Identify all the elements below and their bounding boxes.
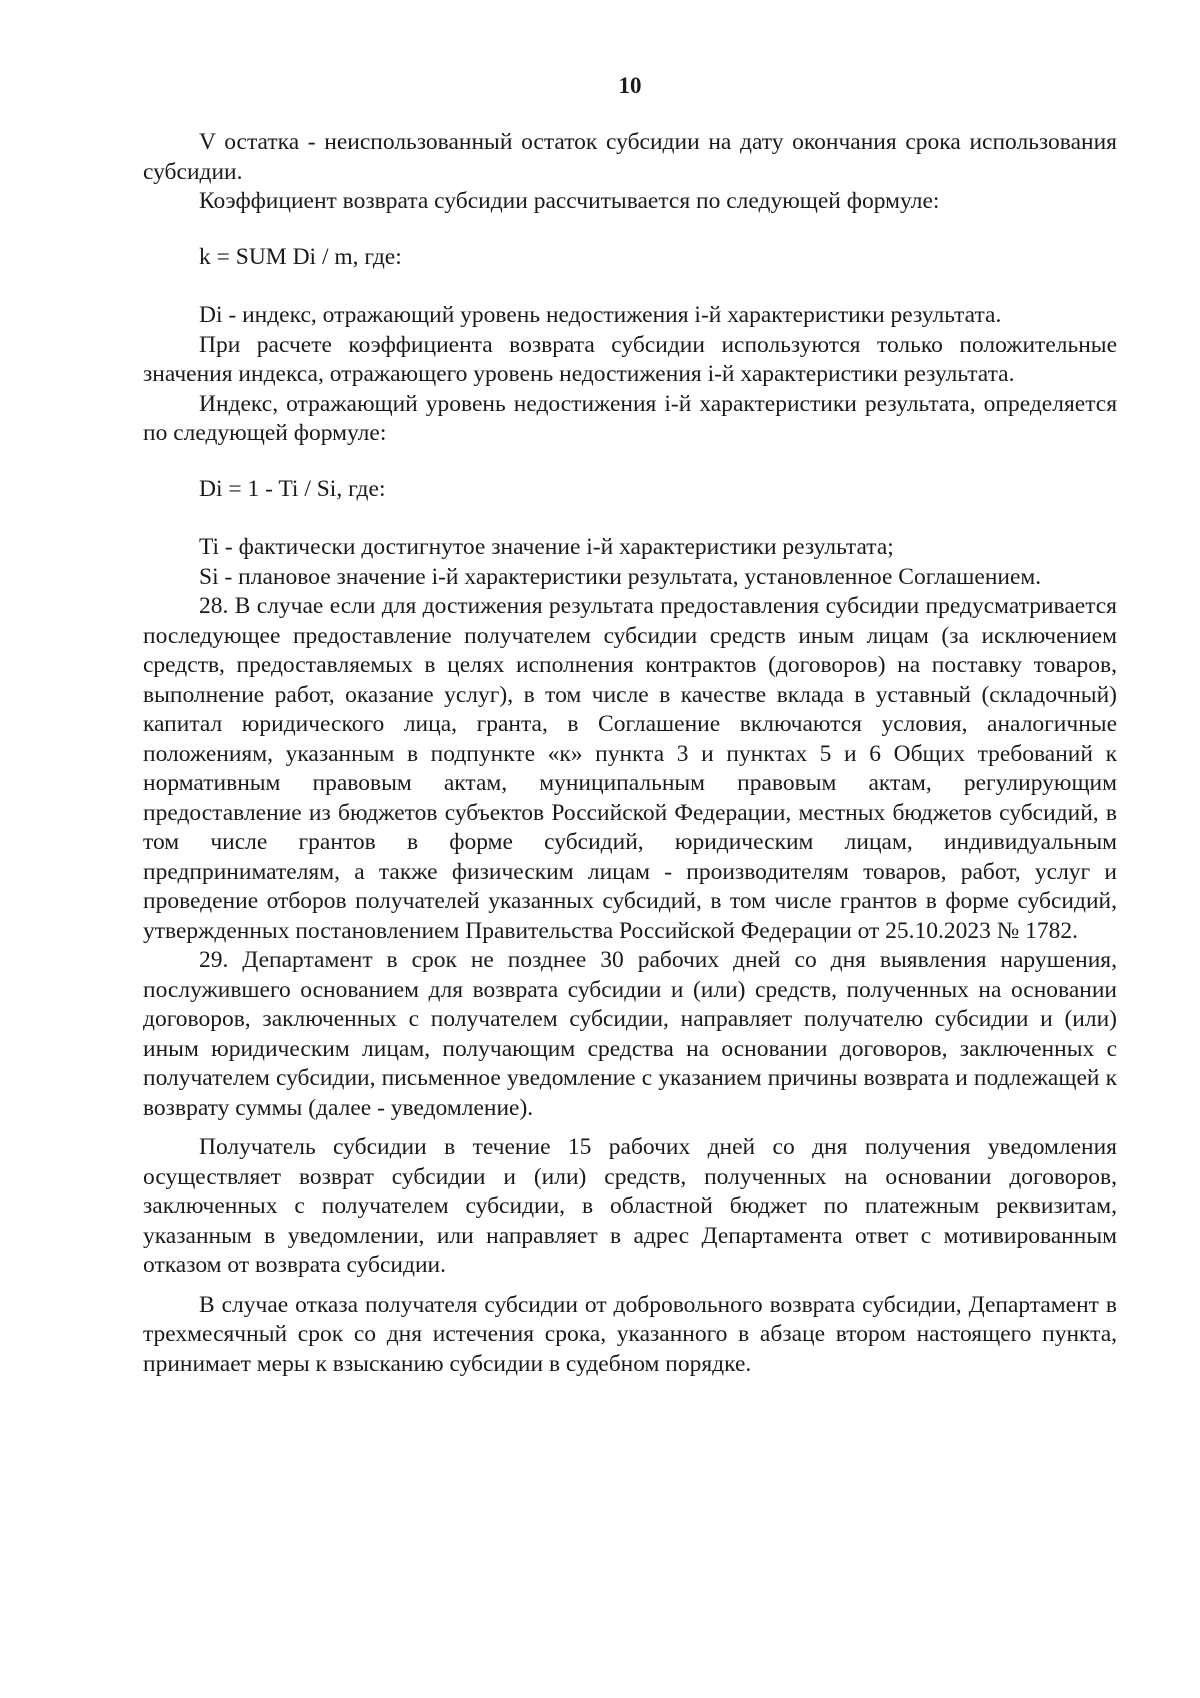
paragraph-positive-values-note: При расчете коэффициента возврата субсидии используются только положительные значения индекса, отражающего уровень недостижения i-й характеристики результата. [143, 331, 1117, 387]
paragraph-si-definition: Si - плановое значение i-й характеристики результата, установленное Соглашением. [199, 563, 1042, 590]
paragraph-di-definition: Di - индекс, отражающий уровень недостижения i-й характеристики результата. [199, 302, 1002, 328]
paragraph-clause-28: 28. В случае если для достижения результата предоставления субсидии предусматривается последующее предоставление получателем субсидии средств иным лицам (за исключением средств, предоставляемых в целях исполнения контрактов (договоров) на поставку товаров, выполнение работ, оказание услуг), в том числе в качестве вклада в уставный (складочный) капитал юридического лица, гранта, в Соглашение включаются условия, аналогичные положениям, указанным в подпункте «к» пункта 3 и пунктах 5 и 6 Общих требований к нормативным правовым актам, муниципальным правовым актам, регулирующим предоставление из бюджетов субъектов Российской Федерации, местных бюджетов субсидий, в том числе грантов в форме субсидий, юридическим лицам, индивидуальным предпринимателям, а также физическим лицам - производителям товаров, работ, услуг и проведение отборов получателей указанных субсидий, в том числе грантов в форме субсидий, утвержденных постановлением Правительства Российской Федерации от 25.10.2023 № 1782. [143, 593, 1117, 944]
paragraph-recipient-return: Получатель субсидии в течение 15 рабочих дней со дня получения уведомления осуществляет возврат субсидии и (или) средств, полученных на основании договоров, заключенных с получателем субсидии, в областной бюджет по платежным реквизитам, указанным в уведомлении, или направляет в адрес Департамента ответ с мотивированным отказом от возврата субсидии. [143, 1134, 1117, 1278]
formula-return-coefficient: k = SUM Di / m, где: [199, 243, 402, 270]
paragraph-clause-29: 29. Департамент в срок не позднее 30 рабочих дней со дня выявления нарушения, послужившего основанием для возврата субсидии и (или) средств, полученных на основании договоров, заключенных с получателем субсидии, направляет получателю субсидии и (или) иным юридическим лицам, получающим средства на основании договоров, заключенных с получателем субсидии, письменное уведомление с указанием причины возврата и подлежащей к возврату суммы (далее - уведомление). [143, 947, 1117, 1121]
paragraph-coefficient-intro: Коэффициент возврата субсидии рассчитывается по следующей формуле: [199, 188, 940, 214]
paragraph-index-intro: Индекс, отражающий уровень недостижения i-й характеристики результата, определяется по следующей формуле: [143, 390, 1117, 446]
paragraph-v-remainder-definition: V остатка - неиспользованный остаток субсидии на дату окончания срока использования субсидии. [143, 129, 1117, 185]
page-number: 10 [618, 73, 642, 98]
document-body [143, 128, 1117, 1379]
paragraph-ti-definition: Ti - фактически достигнутое значение i-й характеристики результата; [199, 534, 894, 560]
formula-di-index: Di = 1 - Ti / Si, где: [199, 475, 386, 502]
paragraph-refusal-court: В случае отказа получателя субсидии от добровольного возврата субсидии, Департамент в трехмесячный срок со дня истечения срока, указанного в абзаце втором настоящего пункта, принимает меры к взысканию субсидии в судебном порядке. [143, 1291, 1117, 1377]
